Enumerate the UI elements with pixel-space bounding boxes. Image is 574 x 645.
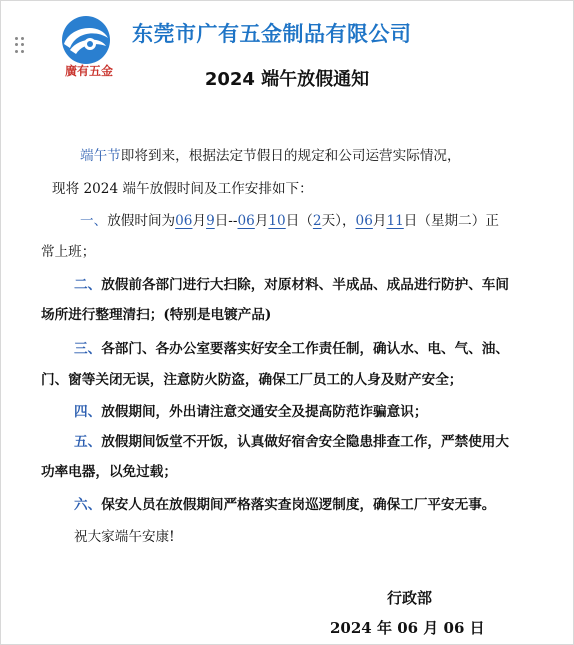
item-6-text: 保安人员在放假期间严格落实查岗巡逻制度，确保工厂平安无事。 [101, 497, 496, 513]
department-signature: 行政部 [387, 589, 433, 607]
item-2-line-2: 场所进行整理清扫；(特别是电镀产品) [41, 307, 272, 323]
item-3-number: 三、 [74, 341, 102, 357]
item-3-line-2: 门、窗等关闭无误，注意防火防盗，确保工厂员工的人身及财产安全； [41, 372, 463, 388]
item-6-number: 六、 [74, 497, 102, 513]
intro-line-1 [80, 150, 461, 164]
item-1-line-1 [80, 215, 499, 229]
item-6-line-1 [74, 499, 495, 513]
item-3-text: 各部门、各办公室要落实好安全工作责任制，确认水、电、气、油、 [101, 341, 509, 357]
item-5-text: 放假期间饭堂不开饭，认真做好宿舍安全隐患排查工作，严禁使用大 [101, 434, 509, 450]
intro-highlight: 端午节 [80, 148, 121, 164]
notice-date: 2024 年 06 月 06 日 [330, 619, 485, 637]
item-5-line-1 [74, 436, 509, 450]
item-1-month-2: 06 [237, 213, 255, 229]
item-2-line-1 [74, 279, 509, 293]
item-3-line-1 [74, 343, 509, 357]
item-1-text-c: 日-- [214, 213, 238, 229]
item-1-text-b: 月 [192, 213, 207, 229]
item-1-month-1: 06 [175, 213, 193, 229]
item-4-number: 四、 [74, 404, 102, 420]
item-1-days: 2 [312, 213, 322, 229]
item-5-number: 五、 [74, 434, 102, 450]
drag-handle-icon[interactable] [15, 37, 25, 53]
item-1-text-f: 日（ [285, 213, 313, 229]
closing-greeting: 祝大家端午安康! [74, 529, 175, 545]
item-1-month-3: 06 [355, 213, 373, 229]
item-1-text-i: 日（星期二）正 [403, 213, 499, 229]
item-1-text-h: 月 [372, 213, 387, 229]
item-1-text-g: 天）， [321, 213, 356, 229]
item-4-line-1 [74, 406, 427, 420]
item-2-number: 二、 [74, 277, 102, 293]
item-1-text-e: 月 [254, 213, 269, 229]
item-5-line-2: 功率电器，以免过载； [41, 464, 177, 480]
notice-title: 2024 端午放假通知 [204, 69, 370, 90]
logo-text: 廣有五金 [64, 64, 113, 78]
item-1-day-3: 11 [386, 213, 404, 229]
item-1-line-2: 常上班； [41, 244, 96, 260]
item-2-text: 放假前各部门进行大扫除，对原材料、半成品、成品进行防护、车间 [101, 277, 509, 293]
item-1-text-a: 放假时间为 [107, 213, 176, 229]
item-1-day-2: 10 [268, 213, 286, 229]
intro-line-2: 现将 2024 端午放假时间及工作安排如下： [52, 181, 313, 197]
item-4-text: 放假期间，外出请注意交通安全及提高防范诈骗意识； [101, 404, 428, 420]
item-1-day-1: 9 [206, 213, 215, 229]
intro-text: 即将到来，根据法定节假日的规定和公司运营实际情况， [120, 148, 461, 164]
item-1-number: 一、 [80, 213, 108, 229]
company-name: 东莞市广有五金制品有限公司 [132, 22, 412, 46]
